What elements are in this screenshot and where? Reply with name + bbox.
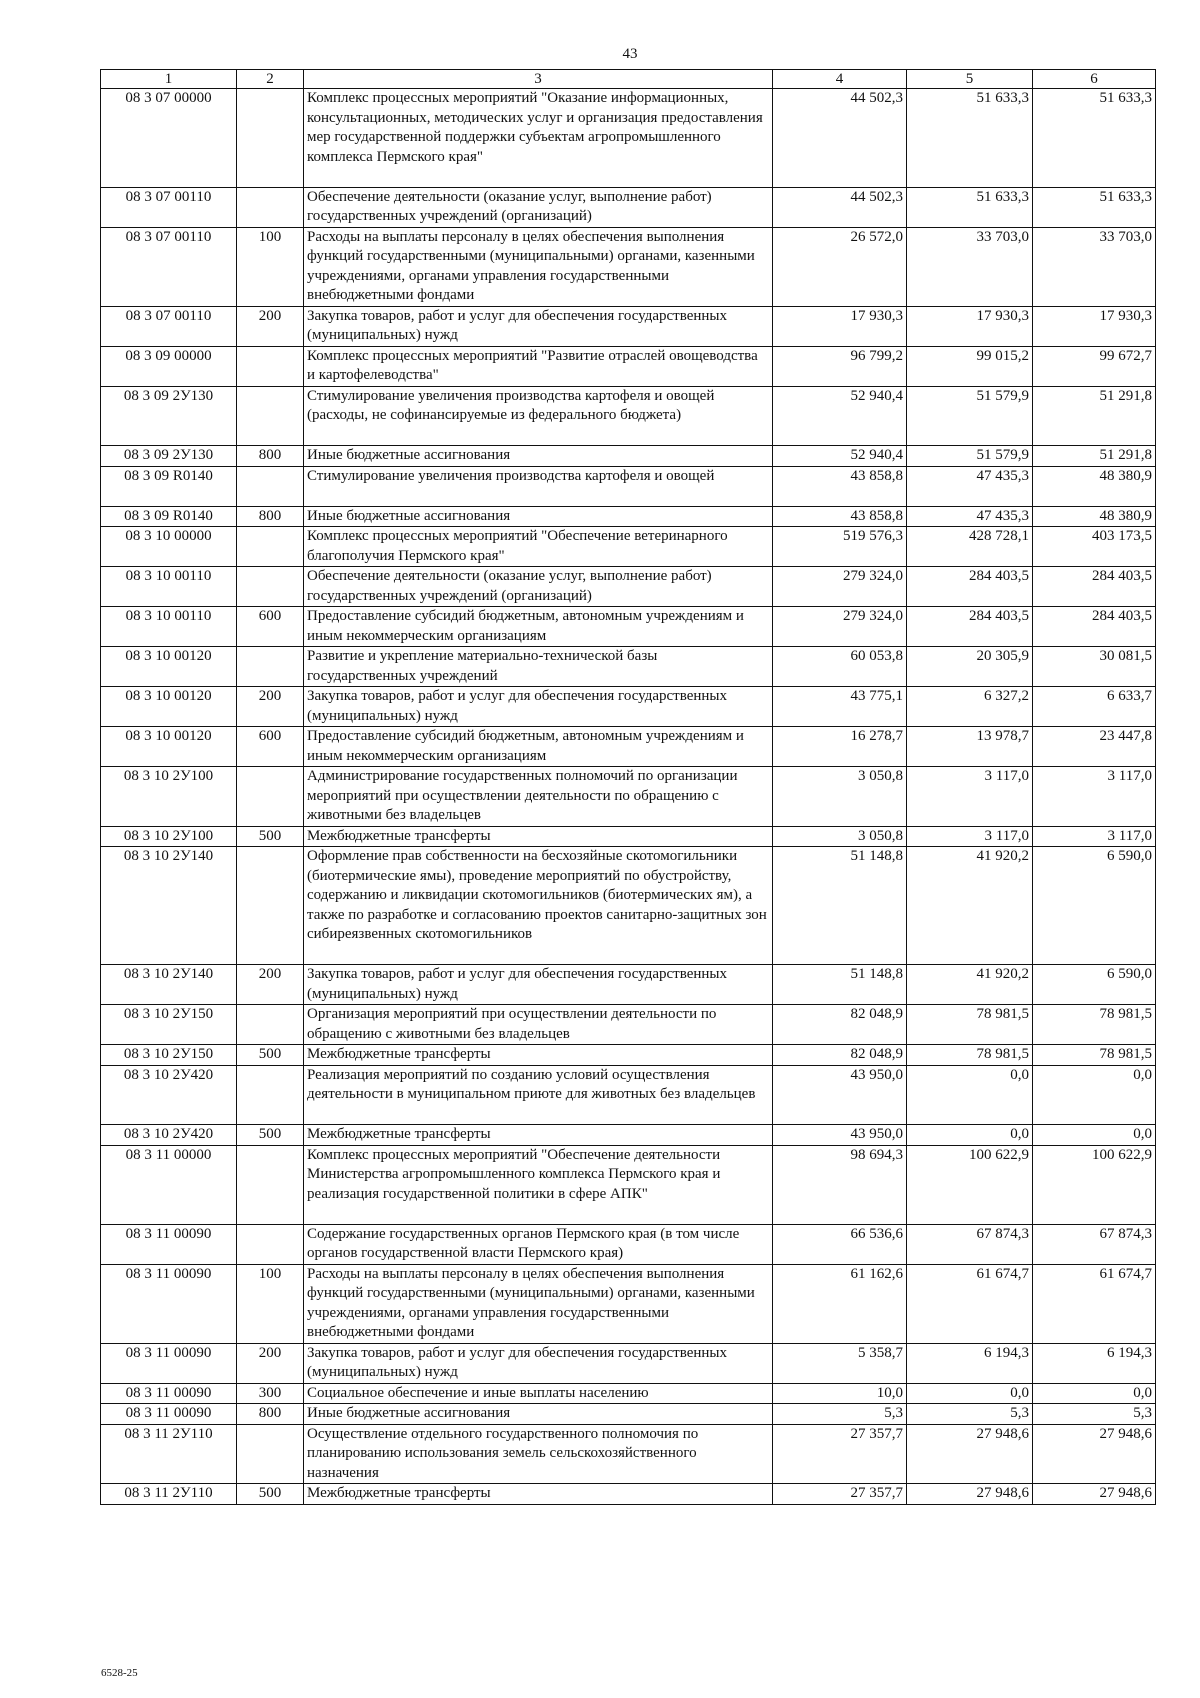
table-row bbox=[101, 1224, 1156, 1264]
target-code-cell: 08 3 11 00090 bbox=[101, 1404, 237, 1425]
target-code-cell: 08 3 09 2У130 bbox=[101, 446, 237, 467]
amount-col4-cell: 43 858,8 bbox=[773, 506, 907, 527]
amount-col6-cell: 0,0 bbox=[1033, 1125, 1156, 1146]
table-row bbox=[101, 506, 1156, 527]
table-row bbox=[101, 1484, 1156, 1505]
item-name-cell: Развитие и укрепление материально-технической базы государственных учреждений bbox=[304, 647, 773, 687]
amount-col4-cell: 10,0 bbox=[773, 1383, 907, 1404]
item-name-cell: Содержание государственных органов Пермского края (в том числе органов государственной власти Пермского края) bbox=[304, 1224, 773, 1264]
table-row bbox=[101, 1145, 1156, 1224]
amount-col4-cell: 3 050,8 bbox=[773, 826, 907, 847]
amount-col5-cell: 51 579,9 bbox=[907, 446, 1033, 467]
amount-col6-cell: 27 948,6 bbox=[1033, 1424, 1156, 1484]
target-code-cell: 08 3 10 00120 bbox=[101, 647, 237, 687]
amount-col4-cell: 26 572,0 bbox=[773, 227, 907, 306]
amount-col6-cell: 78 981,5 bbox=[1033, 1045, 1156, 1066]
target-code-cell: 08 3 10 00110 bbox=[101, 607, 237, 647]
amount-col6-cell: 100 622,9 bbox=[1033, 1145, 1156, 1224]
amount-col5-cell: 0,0 bbox=[907, 1125, 1033, 1146]
amount-col6-cell: 23 447,8 bbox=[1033, 727, 1156, 767]
expense-type-cell bbox=[237, 1424, 304, 1484]
amount-col6-cell: 3 117,0 bbox=[1033, 767, 1156, 827]
expense-type-cell: 200 bbox=[237, 687, 304, 727]
amount-col4-cell: 27 357,7 bbox=[773, 1484, 907, 1505]
amount-col6-cell: 51 633,3 bbox=[1033, 89, 1156, 188]
item-name-cell: Стимулирование увеличения производства картофеля и овощей bbox=[304, 466, 773, 506]
amount-col6-cell: 3 117,0 bbox=[1033, 826, 1156, 847]
table-row bbox=[101, 567, 1156, 607]
target-code-cell: 08 3 10 2У420 bbox=[101, 1065, 237, 1125]
expense-type-cell: 100 bbox=[237, 1264, 304, 1343]
target-code-cell: 08 3 10 2У100 bbox=[101, 826, 237, 847]
amount-col4-cell: 5,3 bbox=[773, 1404, 907, 1425]
expense-type-cell: 200 bbox=[237, 306, 304, 346]
item-name-cell: Комплекс процессных мероприятий "Обеспечение деятельности Министерства агропромышленного комплекса Пермского края и реализация государственной политики в сфере АПК" bbox=[304, 1145, 773, 1224]
item-name-cell: Стимулирование увеличения производства картофеля и овощей (расходы, не софинансируемые из федерального бюджета) bbox=[304, 386, 773, 446]
target-code-cell: 08 3 09 2У130 bbox=[101, 386, 237, 446]
amount-col5-cell: 0,0 bbox=[907, 1383, 1033, 1404]
amount-col5-cell: 3 117,0 bbox=[907, 826, 1033, 847]
expense-type-cell: 800 bbox=[237, 506, 304, 527]
target-code-cell: 08 3 10 2У140 bbox=[101, 847, 237, 965]
table-row bbox=[101, 847, 1156, 965]
amount-col4-cell: 82 048,9 bbox=[773, 1045, 907, 1066]
amount-col4-cell: 44 502,3 bbox=[773, 187, 907, 227]
amount-col6-cell: 48 380,9 bbox=[1033, 466, 1156, 506]
amount-col6-cell: 27 948,6 bbox=[1033, 1484, 1156, 1505]
amount-col5-cell: 100 622,9 bbox=[907, 1145, 1033, 1224]
amount-col4-cell: 96 799,2 bbox=[773, 346, 907, 386]
table-row bbox=[101, 1005, 1156, 1045]
expense-type-cell: 500 bbox=[237, 1125, 304, 1146]
amount-col5-cell: 284 403,5 bbox=[907, 567, 1033, 607]
amount-col5-cell: 99 015,2 bbox=[907, 346, 1033, 386]
target-code-cell: 08 3 09 00000 bbox=[101, 346, 237, 386]
table-row bbox=[101, 346, 1156, 386]
header-row bbox=[101, 70, 1156, 89]
expense-type-cell: 100 bbox=[237, 227, 304, 306]
table-row bbox=[101, 607, 1156, 647]
target-code-cell: 08 3 10 2У420 bbox=[101, 1125, 237, 1146]
target-code-cell: 08 3 10 2У150 bbox=[101, 1045, 237, 1066]
amount-col5-cell: 78 981,5 bbox=[907, 1045, 1033, 1066]
target-code-cell: 08 3 10 00110 bbox=[101, 567, 237, 607]
target-code-cell: 08 3 11 2У110 bbox=[101, 1424, 237, 1484]
amount-col6-cell: 67 874,3 bbox=[1033, 1224, 1156, 1264]
amount-col5-cell: 428 728,1 bbox=[907, 527, 1033, 567]
amount-col6-cell: 48 380,9 bbox=[1033, 506, 1156, 527]
amount-col5-cell: 41 920,2 bbox=[907, 965, 1033, 1005]
table-row bbox=[101, 1383, 1156, 1404]
amount-col6-cell: 284 403,5 bbox=[1033, 607, 1156, 647]
amount-col6-cell: 0,0 bbox=[1033, 1383, 1156, 1404]
item-name-cell: Межбюджетные трансферты bbox=[304, 826, 773, 847]
expense-type-cell: 500 bbox=[237, 1484, 304, 1505]
expense-type-cell bbox=[237, 466, 304, 506]
amount-col6-cell: 51 291,8 bbox=[1033, 446, 1156, 467]
amount-col5-cell: 47 435,3 bbox=[907, 506, 1033, 527]
item-name-cell: Иные бюджетные ассигнования bbox=[304, 1404, 773, 1425]
amount-col5-cell: 61 674,7 bbox=[907, 1264, 1033, 1343]
table-row bbox=[101, 1125, 1156, 1146]
amount-col5-cell: 284 403,5 bbox=[907, 607, 1033, 647]
amount-col5-cell: 27 948,6 bbox=[907, 1424, 1033, 1484]
table-row bbox=[101, 386, 1156, 446]
target-code-cell: 08 3 09 R0140 bbox=[101, 506, 237, 527]
table-row bbox=[101, 446, 1156, 467]
expense-type-cell bbox=[237, 527, 304, 567]
page-number: 43 bbox=[622, 46, 638, 62]
target-code-cell: 08 3 11 00090 bbox=[101, 1383, 237, 1404]
expense-type-cell: 300 bbox=[237, 1383, 304, 1404]
table-row bbox=[101, 1045, 1156, 1066]
item-name-cell: Закупка товаров, работ и услуг для обеспечения государственных (муниципальных) нужд bbox=[304, 965, 773, 1005]
amount-col4-cell: 52 940,4 bbox=[773, 386, 907, 446]
amount-col6-cell: 17 930,3 bbox=[1033, 306, 1156, 346]
expense-type-cell bbox=[237, 386, 304, 446]
amount-col6-cell: 99 672,7 bbox=[1033, 346, 1156, 386]
item-name-cell: Межбюджетные трансферты bbox=[304, 1484, 773, 1505]
expense-type-cell bbox=[237, 1065, 304, 1125]
table-row bbox=[101, 1343, 1156, 1383]
target-code-cell: 08 3 07 00000 bbox=[101, 89, 237, 188]
item-name-cell: Межбюджетные трансферты bbox=[304, 1125, 773, 1146]
table-row bbox=[101, 826, 1156, 847]
amount-col4-cell: 82 048,9 bbox=[773, 1005, 907, 1045]
target-code-cell: 08 3 10 2У140 bbox=[101, 965, 237, 1005]
item-name-cell: Расходы на выплаты персоналу в целях обеспечения выполнения функций государственными (муниципальными) органами, казенными учреждениями, органами управления государственными внебюджетными фондами bbox=[304, 227, 773, 306]
target-code-cell: 08 3 11 00090 bbox=[101, 1343, 237, 1383]
amount-col5-cell: 51 633,3 bbox=[907, 89, 1033, 188]
amount-col4-cell: 27 357,7 bbox=[773, 1424, 907, 1484]
amount-col4-cell: 51 148,8 bbox=[773, 965, 907, 1005]
target-code-cell: 08 3 11 00090 bbox=[101, 1224, 237, 1264]
item-name-cell: Иные бюджетные ассигнования bbox=[304, 506, 773, 527]
table-row bbox=[101, 466, 1156, 506]
table-row bbox=[101, 306, 1156, 346]
table-row bbox=[101, 527, 1156, 567]
table-body bbox=[101, 89, 1156, 1505]
target-code-cell: 08 3 11 2У110 bbox=[101, 1484, 237, 1505]
item-name-cell: Обеспечение деятельности (оказание услуг, выполнение работ) государственных учреждений (организаций) bbox=[304, 567, 773, 607]
amount-col6-cell: 61 674,7 bbox=[1033, 1264, 1156, 1343]
amount-col4-cell: 17 930,3 bbox=[773, 306, 907, 346]
amount-col4-cell: 43 775,1 bbox=[773, 687, 907, 727]
amount-col4-cell: 98 694,3 bbox=[773, 1145, 907, 1224]
amount-col6-cell: 33 703,0 bbox=[1033, 227, 1156, 306]
column-header: 1 bbox=[101, 70, 237, 89]
item-name-cell: Комплекс процессных мероприятий "Обеспечение ветеринарного благополучия Пермского края" bbox=[304, 527, 773, 567]
expense-type-cell: 800 bbox=[237, 446, 304, 467]
expense-type-cell bbox=[237, 647, 304, 687]
footer-code: 6528-25 bbox=[101, 1667, 138, 1679]
item-name-cell: Расходы на выплаты персоналу в целях обеспечения выполнения функций государственными (муниципальными) органами, казенными учреждениями, органами управления государственными внебюджетными фондами bbox=[304, 1264, 773, 1343]
amount-col6-cell: 30 081,5 bbox=[1033, 647, 1156, 687]
table-row bbox=[101, 227, 1156, 306]
amount-col4-cell: 61 162,6 bbox=[773, 1264, 907, 1343]
amount-col5-cell: 51 633,3 bbox=[907, 187, 1033, 227]
amount-col4-cell: 60 053,8 bbox=[773, 647, 907, 687]
expense-type-cell: 200 bbox=[237, 1343, 304, 1383]
expense-type-cell bbox=[237, 1145, 304, 1224]
amount-col4-cell: 43 950,0 bbox=[773, 1125, 907, 1146]
amount-col5-cell: 33 703,0 bbox=[907, 227, 1033, 306]
table-row bbox=[101, 965, 1156, 1005]
item-name-cell: Предоставление субсидий бюджетным, автономным учреждениям и иным некоммерческим организациям bbox=[304, 607, 773, 647]
item-name-cell: Закупка товаров, работ и услуг для обеспечения государственных (муниципальных) нужд bbox=[304, 1343, 773, 1383]
amount-col6-cell: 78 981,5 bbox=[1033, 1005, 1156, 1045]
item-name-cell: Комплекс процессных мероприятий "Оказание информационных, консультационных, методических услуг и организация предоставления мер государственной поддержки субъектам агропромышленного комплекса Пермского края" bbox=[304, 89, 773, 188]
amount-col5-cell: 67 874,3 bbox=[907, 1224, 1033, 1264]
expense-type-cell bbox=[237, 847, 304, 965]
amount-col6-cell: 6 633,7 bbox=[1033, 687, 1156, 727]
amount-col6-cell: 284 403,5 bbox=[1033, 567, 1156, 607]
expense-type-cell bbox=[237, 1005, 304, 1045]
expense-type-cell bbox=[237, 346, 304, 386]
item-name-cell: Межбюджетные трансферты bbox=[304, 1045, 773, 1066]
amount-col6-cell: 6 590,0 bbox=[1033, 965, 1156, 1005]
amount-col4-cell: 52 940,4 bbox=[773, 446, 907, 467]
target-code-cell: 08 3 10 00000 bbox=[101, 527, 237, 567]
amount-col4-cell: 44 502,3 bbox=[773, 89, 907, 188]
item-name-cell: Администрирование государственных полномочий по организации мероприятий при осуществлении деятельности по обращению с животными без владельцев bbox=[304, 767, 773, 827]
target-code-cell: 08 3 07 00110 bbox=[101, 306, 237, 346]
target-code-cell: 08 3 09 R0140 bbox=[101, 466, 237, 506]
table-row bbox=[101, 687, 1156, 727]
item-name-cell: Закупка товаров, работ и услуг для обеспечения государственных (муниципальных) нужд bbox=[304, 687, 773, 727]
column-header: 2 bbox=[237, 70, 304, 89]
table-row bbox=[101, 1065, 1156, 1125]
item-name-cell: Иные бюджетные ассигнования bbox=[304, 446, 773, 467]
amount-col6-cell: 5,3 bbox=[1033, 1404, 1156, 1425]
amount-col5-cell: 17 930,3 bbox=[907, 306, 1033, 346]
amount-col5-cell: 41 920,2 bbox=[907, 847, 1033, 965]
expense-type-cell bbox=[237, 767, 304, 827]
amount-col5-cell: 78 981,5 bbox=[907, 1005, 1033, 1045]
table-row bbox=[101, 187, 1156, 227]
amount-col5-cell: 6 194,3 bbox=[907, 1343, 1033, 1383]
item-name-cell: Оформление прав собственности на бесхозяйные скотомогильники (биотермические ямы), проведение мероприятий по обустройству, содержанию и ликвидации скотомогильников (биотермических ям), а также по разработке и согласованию проектов санитарно-защитных зон сибиреязвенных скотомогильников bbox=[304, 847, 773, 965]
expense-type-cell bbox=[237, 187, 304, 227]
table-row bbox=[101, 1424, 1156, 1484]
expense-type-cell bbox=[237, 89, 304, 188]
amount-col6-cell: 6 590,0 bbox=[1033, 847, 1156, 965]
amount-col5-cell: 0,0 bbox=[907, 1065, 1033, 1125]
column-header: 4 bbox=[773, 70, 907, 89]
amount-col4-cell: 16 278,7 bbox=[773, 727, 907, 767]
table-row bbox=[101, 1404, 1156, 1425]
expense-type-cell: 500 bbox=[237, 1045, 304, 1066]
table-row bbox=[101, 767, 1156, 827]
table-row bbox=[101, 727, 1156, 767]
amount-col5-cell: 51 579,9 bbox=[907, 386, 1033, 446]
amount-col4-cell: 279 324,0 bbox=[773, 567, 907, 607]
item-name-cell: Организация мероприятий при осуществлении деятельности по обращению с животными без владельцев bbox=[304, 1005, 773, 1045]
amount-col4-cell: 43 858,8 bbox=[773, 466, 907, 506]
expense-type-cell: 600 bbox=[237, 607, 304, 647]
amount-col5-cell: 20 305,9 bbox=[907, 647, 1033, 687]
amount-col4-cell: 66 536,6 bbox=[773, 1224, 907, 1264]
column-header: 3 bbox=[304, 70, 773, 89]
amount-col4-cell: 5 358,7 bbox=[773, 1343, 907, 1383]
amount-col5-cell: 27 948,6 bbox=[907, 1484, 1033, 1505]
amount-col6-cell: 51 291,8 bbox=[1033, 386, 1156, 446]
amount-col5-cell: 13 978,7 bbox=[907, 727, 1033, 767]
item-name-cell: Обеспечение деятельности (оказание услуг, выполнение работ) государственных учреждений (организаций) bbox=[304, 187, 773, 227]
amount-col6-cell: 0,0 bbox=[1033, 1065, 1156, 1125]
amount-col5-cell: 3 117,0 bbox=[907, 767, 1033, 827]
amount-col5-cell: 47 435,3 bbox=[907, 466, 1033, 506]
item-name-cell: Предоставление субсидий бюджетным, автономным учреждениям и иным некоммерческим организациям bbox=[304, 727, 773, 767]
target-code-cell: 08 3 11 00000 bbox=[101, 1145, 237, 1224]
item-name-cell: Реализация мероприятий по созданию условий осуществления деятельности в муниципальном приюте для животных без владельцев bbox=[304, 1065, 773, 1125]
item-name-cell: Социальное обеспечение и иные выплаты населению bbox=[304, 1383, 773, 1404]
amount-col5-cell: 5,3 bbox=[907, 1404, 1033, 1425]
amount-col6-cell: 51 633,3 bbox=[1033, 187, 1156, 227]
target-code-cell: 08 3 10 2У100 bbox=[101, 767, 237, 827]
item-name-cell: Осуществление отдельного государственного полномочия по планированию использования земель сельскохозяйственного назначения bbox=[304, 1424, 773, 1484]
amount-col4-cell: 3 050,8 bbox=[773, 767, 907, 827]
table-row bbox=[101, 1264, 1156, 1343]
target-code-cell: 08 3 10 00120 bbox=[101, 687, 237, 727]
amount-col4-cell: 519 576,3 bbox=[773, 527, 907, 567]
amount-col6-cell: 403 173,5 bbox=[1033, 527, 1156, 567]
table-row bbox=[101, 89, 1156, 188]
target-code-cell: 08 3 10 2У150 bbox=[101, 1005, 237, 1045]
item-name-cell: Закупка товаров, работ и услуг для обеспечения государственных (муниципальных) нужд bbox=[304, 306, 773, 346]
target-code-cell: 08 3 07 00110 bbox=[101, 227, 237, 306]
expense-type-cell bbox=[237, 1224, 304, 1264]
amount-col4-cell: 51 148,8 bbox=[773, 847, 907, 965]
amount-col4-cell: 279 324,0 bbox=[773, 607, 907, 647]
expense-type-cell: 500 bbox=[237, 826, 304, 847]
expense-type-cell: 800 bbox=[237, 1404, 304, 1425]
table-row bbox=[101, 647, 1156, 687]
item-name-cell: Комплекс процессных мероприятий "Развитие отраслей овощеводства и картофелеводства" bbox=[304, 346, 773, 386]
amount-col5-cell: 6 327,2 bbox=[907, 687, 1033, 727]
expense-type-cell bbox=[237, 567, 304, 607]
budget-table bbox=[100, 69, 1156, 1505]
column-header: 6 bbox=[1033, 70, 1156, 89]
amount-col6-cell: 6 194,3 bbox=[1033, 1343, 1156, 1383]
expense-type-cell: 200 bbox=[237, 965, 304, 1005]
target-code-cell: 08 3 10 00120 bbox=[101, 727, 237, 767]
column-header: 5 bbox=[907, 70, 1033, 89]
amount-col4-cell: 43 950,0 bbox=[773, 1065, 907, 1125]
expense-type-cell: 600 bbox=[237, 727, 304, 767]
target-code-cell: 08 3 11 00090 bbox=[101, 1264, 237, 1343]
target-code-cell: 08 3 07 00110 bbox=[101, 187, 237, 227]
